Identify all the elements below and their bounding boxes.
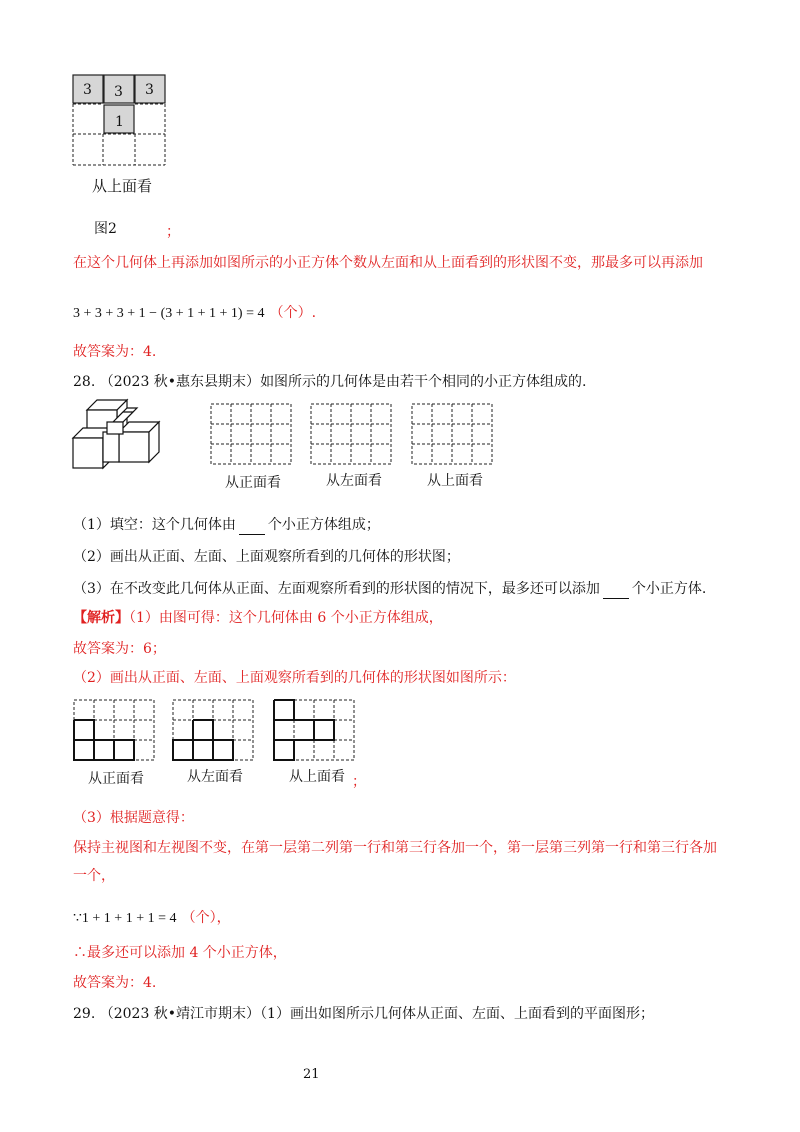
q28-solution-1-text: （1）由图可得：这个几何体由 6 个小正方体组成， [129, 610, 443, 626]
page-number: 21 [303, 1067, 320, 1082]
q28-solution-2: （2）画出从正面、左面、上面观察所看到的几何体的形状图如图所示： [73, 670, 516, 686]
solution-caption-left: 从左面看 [187, 769, 243, 785]
prev-solution-period: . [311, 305, 317, 321]
solution-front-view [74, 700, 158, 764]
top-cell-3: 3 [145, 82, 154, 98]
q28-part1-text: （1）填空：这个几何体由 [73, 517, 236, 533]
analysis-tag: 【解析】 [73, 610, 129, 626]
q28-part3-tail: 个小正方体. [631, 581, 707, 597]
figure-label-suffix: ； [166, 224, 180, 240]
top-figure-caption: 从上面看 [92, 177, 153, 195]
q28-source: （2023 秋•惠东县期末） [99, 374, 261, 390]
q28-front-grid [211, 404, 293, 466]
solution-top-view [274, 700, 358, 764]
prev-solution-formula-row [73, 302, 316, 323]
q28-stem-line [73, 372, 587, 392]
q28-caption-top: 从上面看 [427, 473, 483, 489]
q28-number: 28. [73, 374, 96, 390]
q28-caption-left: 从左面看 [326, 473, 382, 489]
q28-solution-3: （3）根据题意得： [73, 810, 194, 826]
q29-stem-line [73, 1004, 654, 1024]
q28-part2: （2）画出从正面、左面、上面观察所看到的几何体的形状图； [73, 549, 460, 565]
solution-views-suffix: ； [352, 774, 366, 790]
because-unit: （个） [181, 910, 217, 926]
solution-caption-top: 从上面看 [289, 769, 345, 785]
q28-final-answer: 故答案为：4. [73, 975, 157, 991]
q28-part1 [73, 515, 380, 535]
q28-part3-text: （3）在不改变此几何体从正面、左面观察所看到的形状图的情况下，最多还可以添加 [73, 581, 600, 597]
solution-caption-front: 从正面看 [88, 771, 144, 787]
q28-stem: 如图所示的几何体是由若干个相同的小正方体组成的. [260, 374, 587, 390]
because-row [73, 907, 231, 928]
solution-left-view [173, 700, 257, 764]
top-cell-4: 1 [115, 114, 124, 130]
prev-solution-line: 在这个几何体上再添加如图所示的小正方体个数从左面和从上面看到的形状图不变，那最多可以再添加 [73, 255, 703, 271]
prev-solution-unit: （个） [269, 305, 312, 321]
q28-solution-3-line2: 一个， [73, 868, 115, 884]
top-cell-2: 3 [114, 84, 123, 100]
q28-top-grid [412, 404, 494, 466]
q28-part1-blank[interactable] [239, 520, 265, 535]
q28-solution-1 [73, 608, 443, 628]
q28-caption-front: 从正面看 [225, 475, 281, 491]
therefore-line: ∴最多还可以添加 4 个小正方体， [73, 945, 287, 961]
q29-source: （2023 秋•靖江市期末） [99, 1006, 261, 1022]
because-end: ， [216, 910, 231, 926]
q28-part3 [73, 579, 706, 599]
q28-left-grid [311, 404, 393, 466]
q29-stem: （1）画出如图所示几何体从正面、左面、上面看到的平面图形； [260, 1006, 654, 1022]
q28-solution-3-line1: 保持主视图和左视图不变，在第一层第二列第一行和第三行各加一个，第一层第三列第一行和第三行各加 [73, 840, 717, 856]
because-formula: ∵1 + 1 + 1 + 1 = 4 [73, 911, 177, 926]
q29-number: 29. [73, 1006, 96, 1022]
prev-answer: 故答案为：4. [73, 344, 157, 360]
cube-solid-figure [73, 400, 173, 470]
figure-label: 图2 [94, 221, 117, 237]
q28-part1-tail: 个小正方体组成； [267, 517, 380, 533]
q28-answer-1: 故答案为：6； [73, 641, 166, 657]
prev-solution-formula: 3 + 3 + 3 + 1 − (3 + 1 + 1 + 1) = 4 [73, 306, 265, 321]
top-cell-1: 3 [83, 82, 92, 98]
q28-part3-blank[interactable] [603, 584, 629, 599]
